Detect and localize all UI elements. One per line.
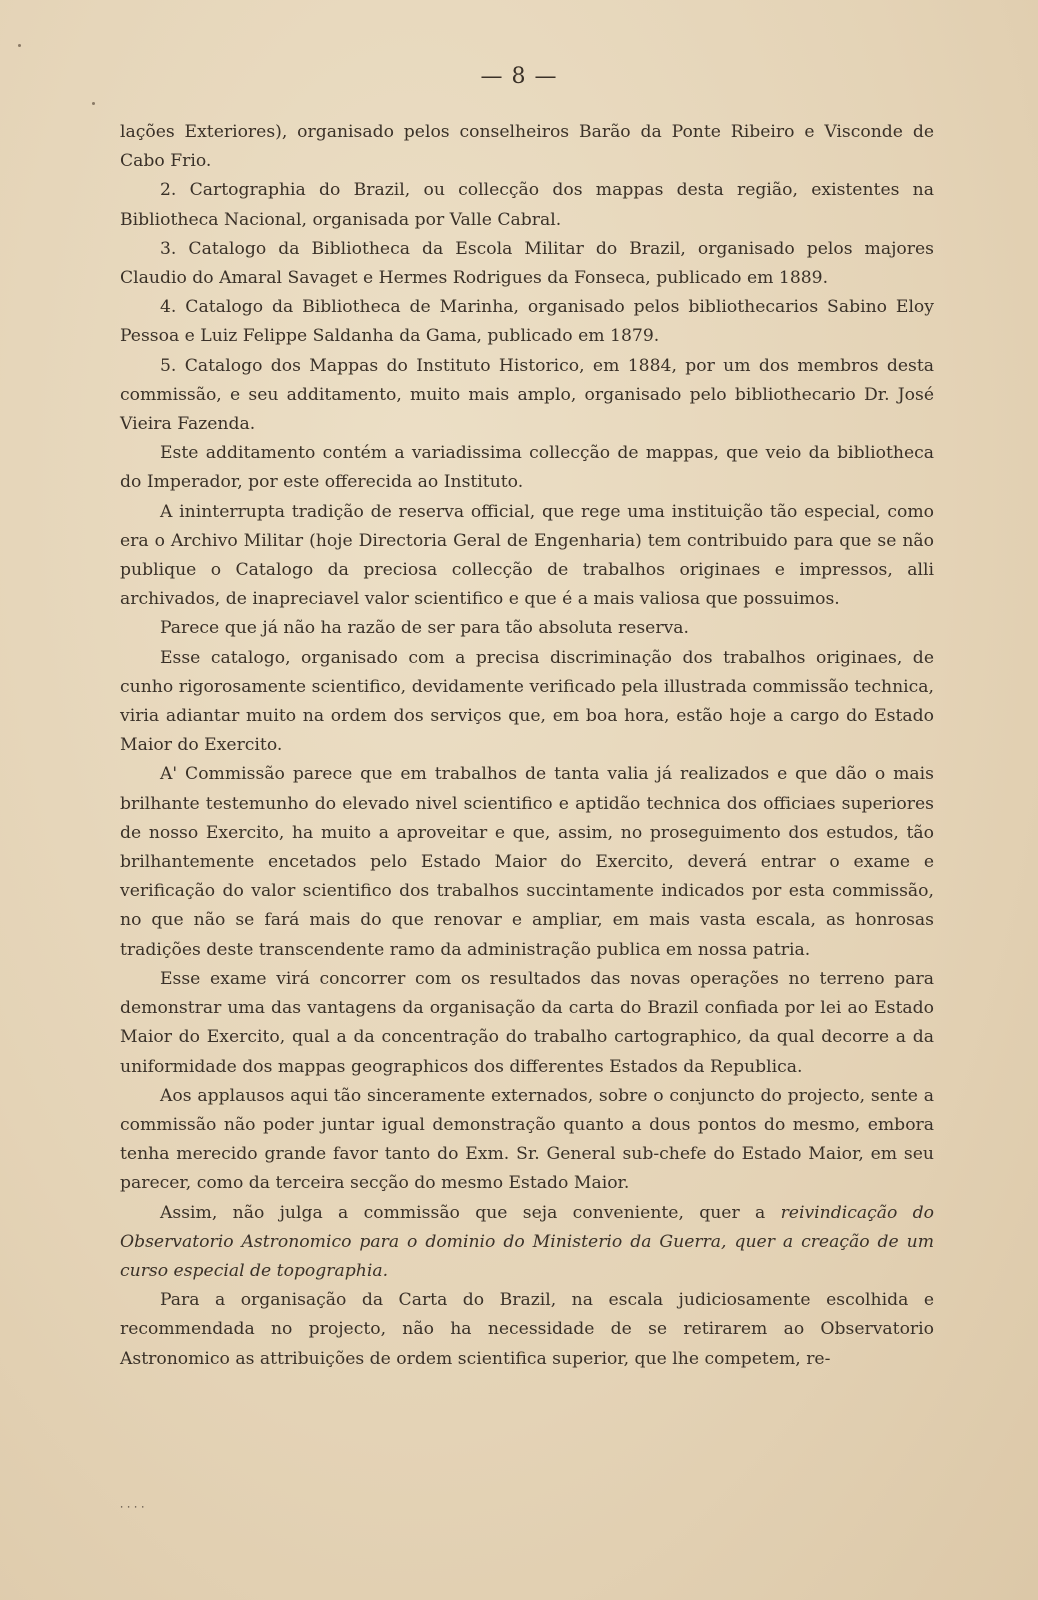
paragraph-8: Parece que já não ha razão de ser para tão absoluta reserva. — [160, 618, 689, 639]
paragraph-12: Aos applausos aqui tão sinceramente externados, sobre o conjuncto do projecto, sente a commissão não poder juntar igual demonstração quanto a dous pontos do mesmo, embora tenha merecido grande favor tanto do Exm. Sr. General sub-chefe do Estado Maior, em seu parecer, como da terceira secção do mesmo Estado Maior. — [120, 1085, 934, 1194]
paragraph-10: A' Commissão parece que em trabalhos de tanta valia já realizados e que dão o mais brilhante testemunho do elevado nivel scientifico e aptidão technica dos officiaes superiores de nosso Exercito, ha muito a aproveitar e que, assim, no proseguimento dos estudos, tão brilhantemente encetados pelo Estado Maior do Exercito, deverá entrar o exame e verificação do valor scientifico dos trabalhos succintamente indicados por esta commissão, no que não se fará mais do que renovar e ampliar, em mais vasta escala, as honrosas tradições deste transcendente ramo da administração publica em nossa patria. — [120, 764, 934, 960]
paragraph-13 — [120, 1199, 934, 1287]
paragraph-4: 4. Catalogo da Bibliotheca de Marinha, organisado pelos bibliothecarios Sabino Eloy Pessoa e Luiz Felippe Saldanha da Gama, publicado em 1879. — [120, 297, 934, 347]
paper-spot — [92, 102, 95, 105]
page-number: — 8 — — [480, 64, 558, 89]
paragraph-14: Para a organisação da Carta do Brazil, na escala judiciosamente escolhida e recommendada no projecto, não ha necessidade de se retirarem ao Observatorio Astronomico as attribuições de ordem scientifica superior, que lhe competem, re- — [120, 1290, 934, 1369]
paragraph-13-lead: Assim, não julga a commissão que seja conveniente, quer a — [160, 1202, 781, 1223]
paragraph-3: 3. Catalogo da Bibliotheca da Escola Militar do Brazil, organisado pelos majores Claudio do Amaral Savaget e Hermes Rodrigues da Fonseca, publicado em 1889. — [120, 238, 934, 289]
paragraph-11: Esse exame virá concorrer com os resultados das novas operações no terreno para demonstrar uma das vantagens da organisação da carta do Brazil confiada por lei ao Estado Maior do Exercito, qual a da concentração do trabalho cartographico, da qual decorre a da uniformidade dos mappas geographicos dos differentes Estados da Republica. — [120, 968, 934, 1077]
paragraph-13-italic: reivindicação do Observatorio Astronomico para o dominio do Ministerio da Guerra, quer a creação de um curso especial de topographia. — [120, 1202, 934, 1281]
paragraph-5: 5. Catalogo dos Mappas do Instituto Historico, em 1884, por um dos membros desta commissão, e seu additamento, muito mais amplo, organisado pelo bibliothecario Dr. José Vieira Fazenda. — [120, 355, 934, 435]
paragraph-6: Este additamento contém a variadissima collecção de mappas, que veio da bibliotheca do Imperador, por este offerecida ao Instituto. — [120, 443, 934, 493]
paragraph-1: lações Exteriores), organisado pelos conselheiros Barão da Ponte Ribeiro e Visconde de Cabo Frio. — [120, 122, 934, 172]
paragraph-7: A ininterrupta tradição de reserva official, que rege uma instituição tão especial, como era o Archivo Militar (hoje Directoria Geral de Engenharia) tem contribuido para que se não publique o Catalogo da preciosa collecção de trabalhos originaes e impressos, alli archivados, de inapreciavel valor scientifico e que é a mais valiosa que possuimos. — [120, 501, 934, 610]
body-text — [120, 118, 934, 1374]
paragraph-9: Esse catalogo, organisado com a precisa discriminação dos trabalhos originaes, de cunho rigorosamente scientifico, devidamente verificado pela illustrada commissão technica, viria adiantar muito na ordem dos serviços que, em boa hora, estão hoje a cargo do Estado Maior do Exercito. — [120, 647, 934, 756]
paragraph-2: 2. Cartographia do Brazil, ou collecção dos mappas desta região, existentes na Bibliotheca Nacional, organisada por Valle Cabral. — [120, 180, 934, 230]
paper-spot — [18, 44, 21, 47]
footer-smudge: ⸱ ⸱ ⸱ ⸱ — [120, 1500, 145, 1514]
